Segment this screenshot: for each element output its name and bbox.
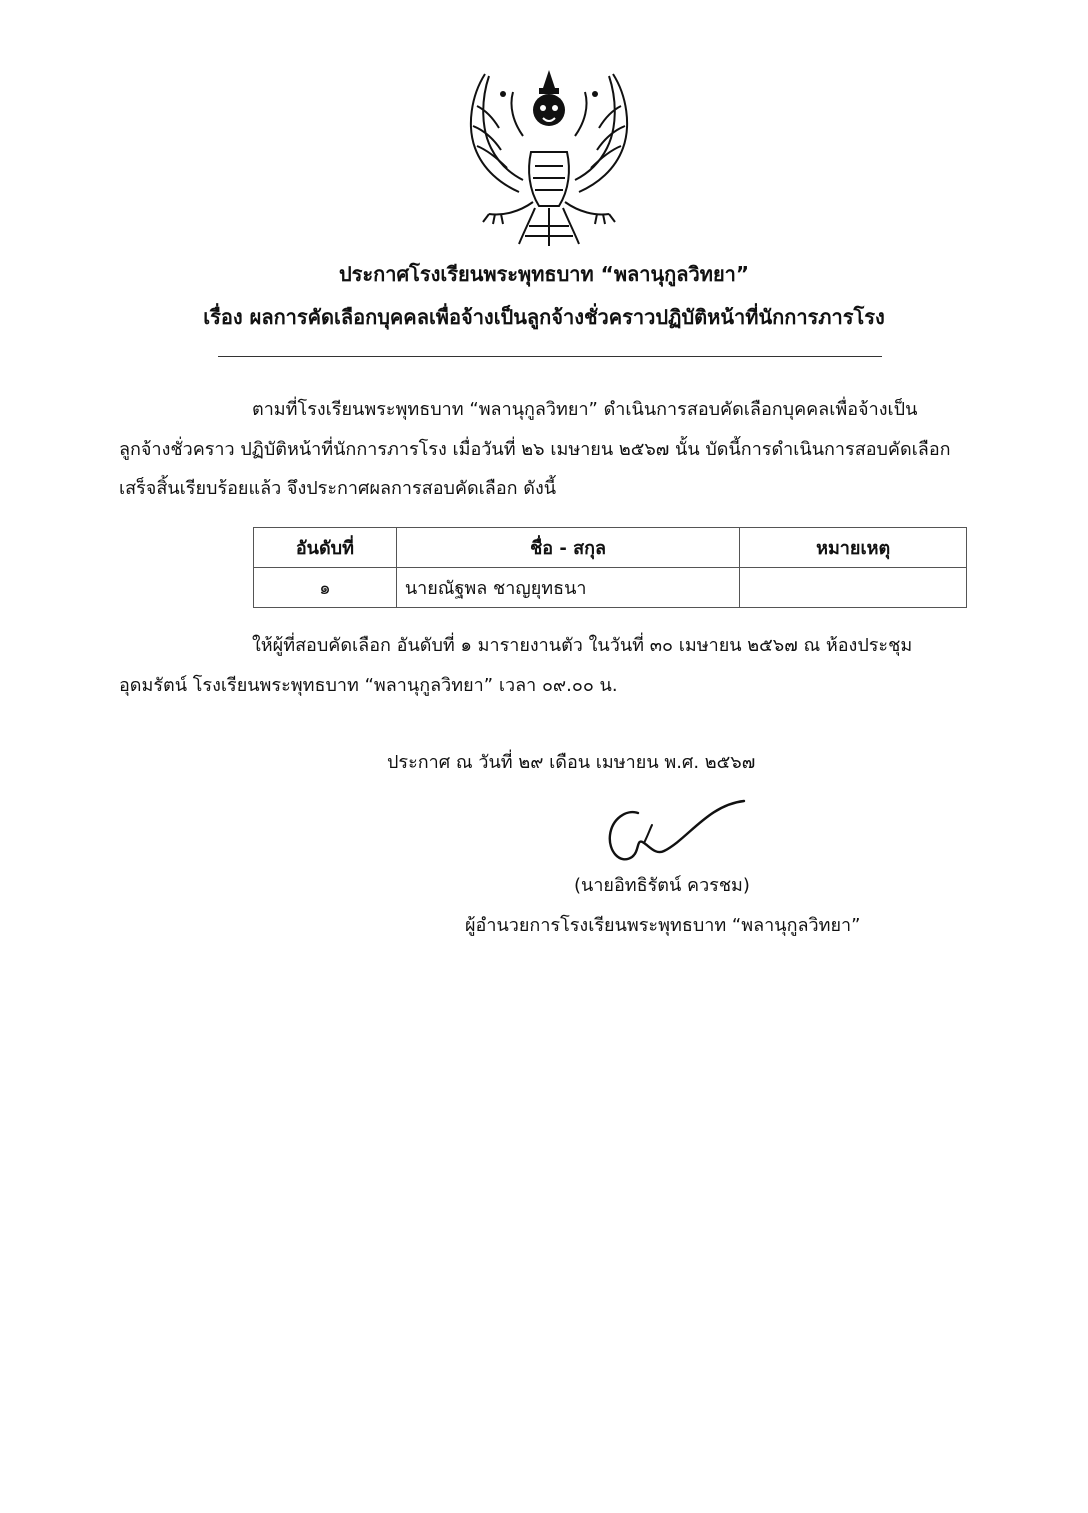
title-divider [218,356,882,357]
paragraph-2-line-2: อุดมรัตน์ โรงเรียนพระพุทธบาท “พลานุกูลวิทยา” เวลา ๐๙.๐๐ น. [119,675,618,696]
announcement-date: ประกาศ ณ วันที่ ๒๙ เดือน เมษายน พ.ศ. ๒๕๖๗ [387,752,756,773]
header-rank: อันดับที่ [254,528,397,568]
paragraph-1-line-3: เสร็จสิ้นเรียบร้อยแล้ว จึงประกาศผลการสอบคัดเลือก ดังนี้ [119,478,557,499]
header-note: หมายเหตุ [740,528,967,568]
paragraph-2-line-1: ให้ผู้ที่สอบคัดเลือก อันดับที่ ๑ มารายงานตัว ในวันที่ ๓๐ เมษายน ๒๕๖๗ ณ ห้องประชุม [252,635,913,656]
paragraph-1-line-1: ตามที่โรงเรียนพระพุทธบาท “พลานุกูลวิทยา” ดำเนินการสอบคัดเลือกบุคคลเพื่อจ้างเป็น [252,399,918,420]
signer-position: ผู้อำนวยการโรงเรียนพระพุทธบาท “พลานุกูลวิทยา” [465,915,861,936]
cell-note [740,568,967,608]
garuda-emblem-icon [463,66,635,248]
cell-name: นายณัฐพล ชาญยุทธนา [396,568,739,608]
paragraph-1-line-2: ลูกจ้างชั่วคราว ปฏิบัติหน้าที่นักการภารโรง เมื่อวันที่ ๒๖ เมษายน ๒๕๖๗ นั้น บัดนี้การดำเนินการสอบคัดเลือก [119,439,951,460]
cell-rank: ๑ [254,568,397,608]
table-header-row [254,528,967,568]
results-table [253,527,967,608]
announcement-subject: เรื่อง ผลการคัดเลือกบุคคลเพื่อจ้างเป็นลูกจ้างชั่วคราวปฏิบัติหน้าที่นักการภารโรง [203,305,885,329]
table-row [254,568,967,608]
signature-image [598,785,753,875]
announcement-title: ประกาศโรงเรียนพระพุทธบาท “พลานุกูลวิทยา” [338,262,750,286]
signer-name: (นายอิทธิรัตน์ ควรชม) [574,875,750,896]
header-name: ชื่อ - สกุล [396,528,739,568]
